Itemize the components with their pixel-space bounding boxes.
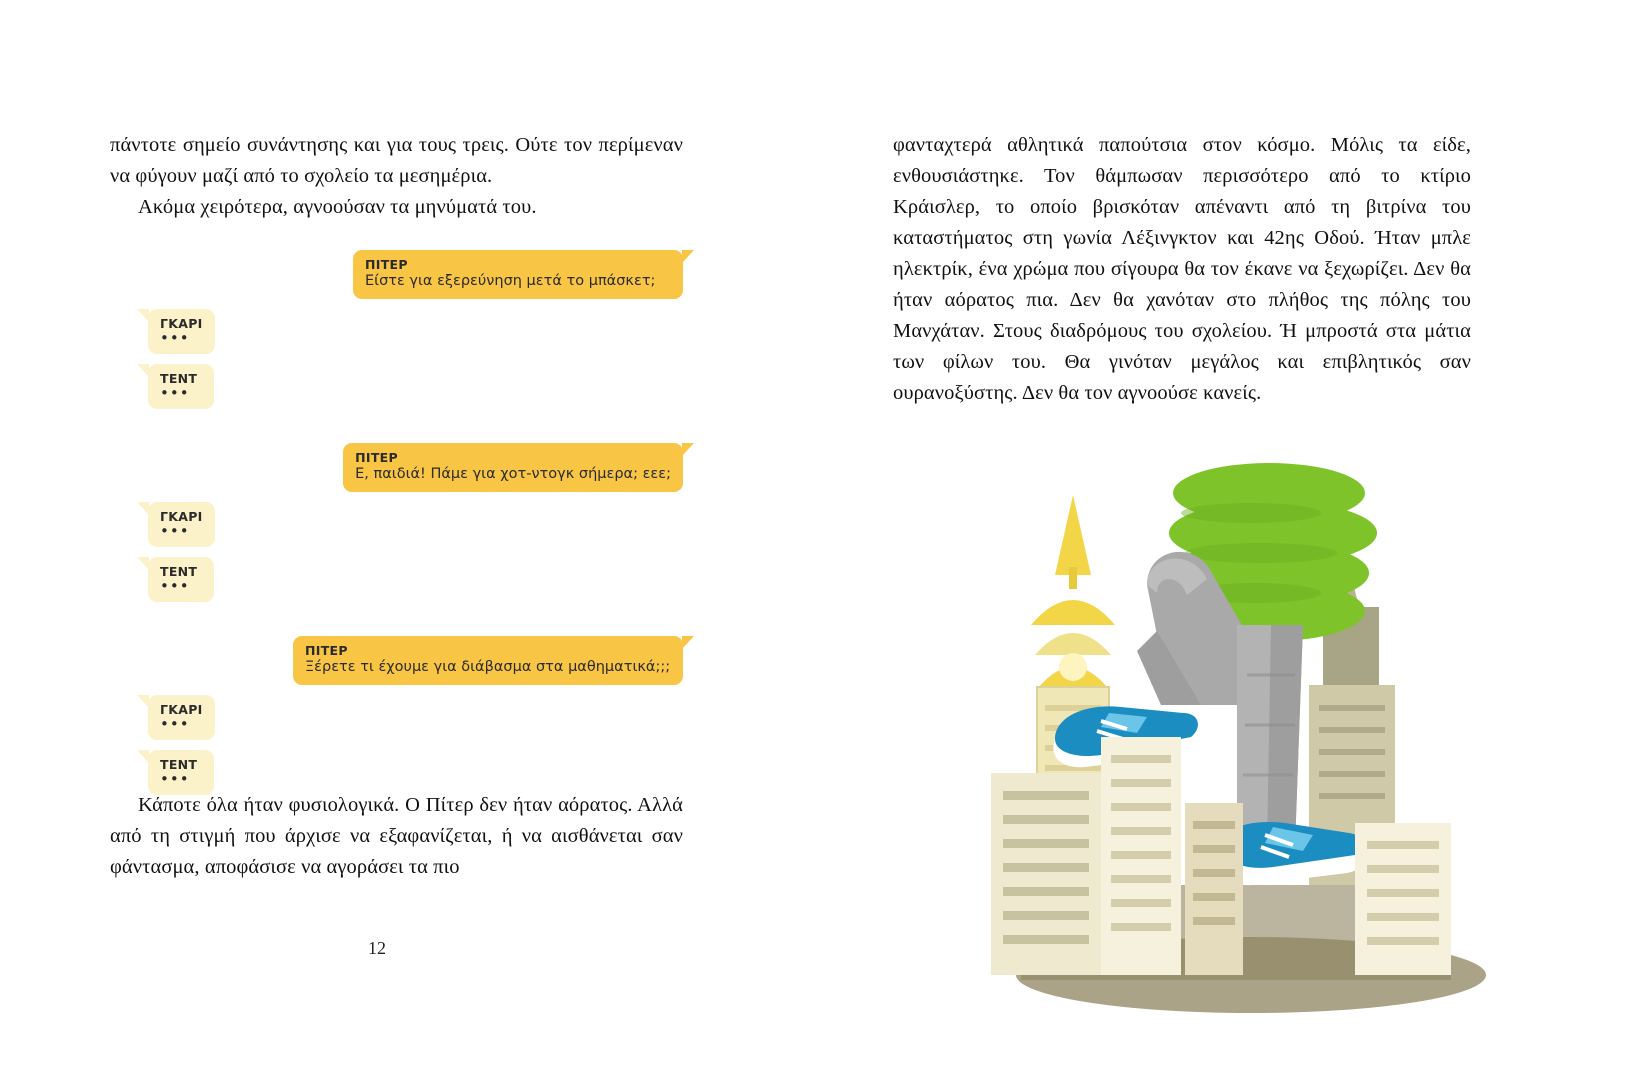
illustration-skyline-sneakers [951,455,1511,1015]
chat-row [110,636,683,685]
chat-message: ••• [160,770,190,788]
chat-message: ••• [160,384,190,402]
chat-sender: ΓΚΑΡΙ [160,316,203,331]
chat-bubble-received [148,695,215,740]
page-number: 12 [368,938,386,958]
paragraph: φανταχτερά αθλητικά παπούτσια στον κόσμο. Μόλις τα είδε, ενθουσιάστηκε. Τον θάμπωσαν περισσότερο από το κτίριο Κράισλερ, το οποίο βρισκόταν απέναντι από τη βιτρίνα του καταστήματος στη γωνία Λέξινγκτον και 42ης Οδού. Ήταν μπλε ηλεκτρίκ, ένα χρώμα που σίγουρα θα τον έκανε να ξεχωρίζει. Δεν θα ήταν αόρατος πια. Δεν θα χανόταν στο πλήθος της πόλης του Μανχάταν. Στους διαδρόμους του σχολείου. Ή μπροστά στα μάτια των φίλων του. Θα γινόταν μεγάλος και επιβλητικός σαν ουρανοξύστης. Δεν θα τον αγνοούσε κανείς. [893,134,1471,404]
chat-bubble-received [148,364,214,409]
paragraph: Κάποτε όλα ήταν φυσιολογικά. Ο Πίτερ δεν ήταν αόρατος. Αλλά από τη στιγμή που άρχισε να εξαφανίζεται, ή να αισθάνεται σαν φάντασμα, αποφάσισε να αγοράσει τα πιο [110,794,683,878]
chat-bubble-sent [353,250,683,299]
chat-row [110,250,683,299]
chat-row [110,750,683,795]
chat-row [110,443,683,492]
chat-row [110,364,683,409]
chat-sender: ΓΚΑΡΙ [160,702,203,717]
chat-sender: ΠΙΤΕΡ [355,450,398,465]
chat-sender: ΤΕΝΤ [160,564,198,579]
chat-sender: ΤΕΝΤ [160,371,198,386]
left-page-top-text [110,130,683,223]
chat-message: Ε, παιδιά! Πάμε για χοτ-ντογκ σήμερα; εεε; [355,466,671,482]
right-page-text [893,130,1471,409]
chat-transcript [110,250,683,805]
chat-bubble-received [148,502,215,547]
paragraph: Ακόμα χειρότερα, αγνοούσαν τα μηνύματά του. [138,196,537,218]
chat-message: Είστε για εξερεύνηση μετά το μπάσκετ; [365,273,656,289]
chat-sender: ΠΙΤΕΡ [365,257,408,272]
chat-bubble-received [148,309,215,354]
right-page [823,0,1646,1080]
chat-bubble-sent [343,443,683,492]
chat-message: ••• [160,329,190,347]
chat-row [110,502,683,547]
chat-row [110,695,683,740]
chat-message: Ξέρετε τι έχουμε για διάβασμα στα μαθηματικά;;; [305,659,671,675]
chat-bubble-received [148,750,214,795]
left-page-bottom-text [110,790,683,883]
chat-row [110,309,683,354]
chat-row [110,557,683,602]
chat-message: ••• [160,577,190,595]
chat-message: ••• [160,715,190,733]
chat-sender: ΠΙΤΕΡ [305,643,348,658]
chat-bubble-received [148,557,214,602]
chat-bubble-sent [293,636,683,685]
chat-sender: ΓΚΑΡΙ [160,509,203,524]
chat-message: ••• [160,522,190,540]
paragraph: πάντοτε σημείο συνάντησης και για τους τρεις. Ούτε τον περίμεναν να φύγουν μαζί από το σχολείο τα μεσημέρια. [110,134,683,187]
chat-sender: ΤΕΝΤ [160,757,198,772]
